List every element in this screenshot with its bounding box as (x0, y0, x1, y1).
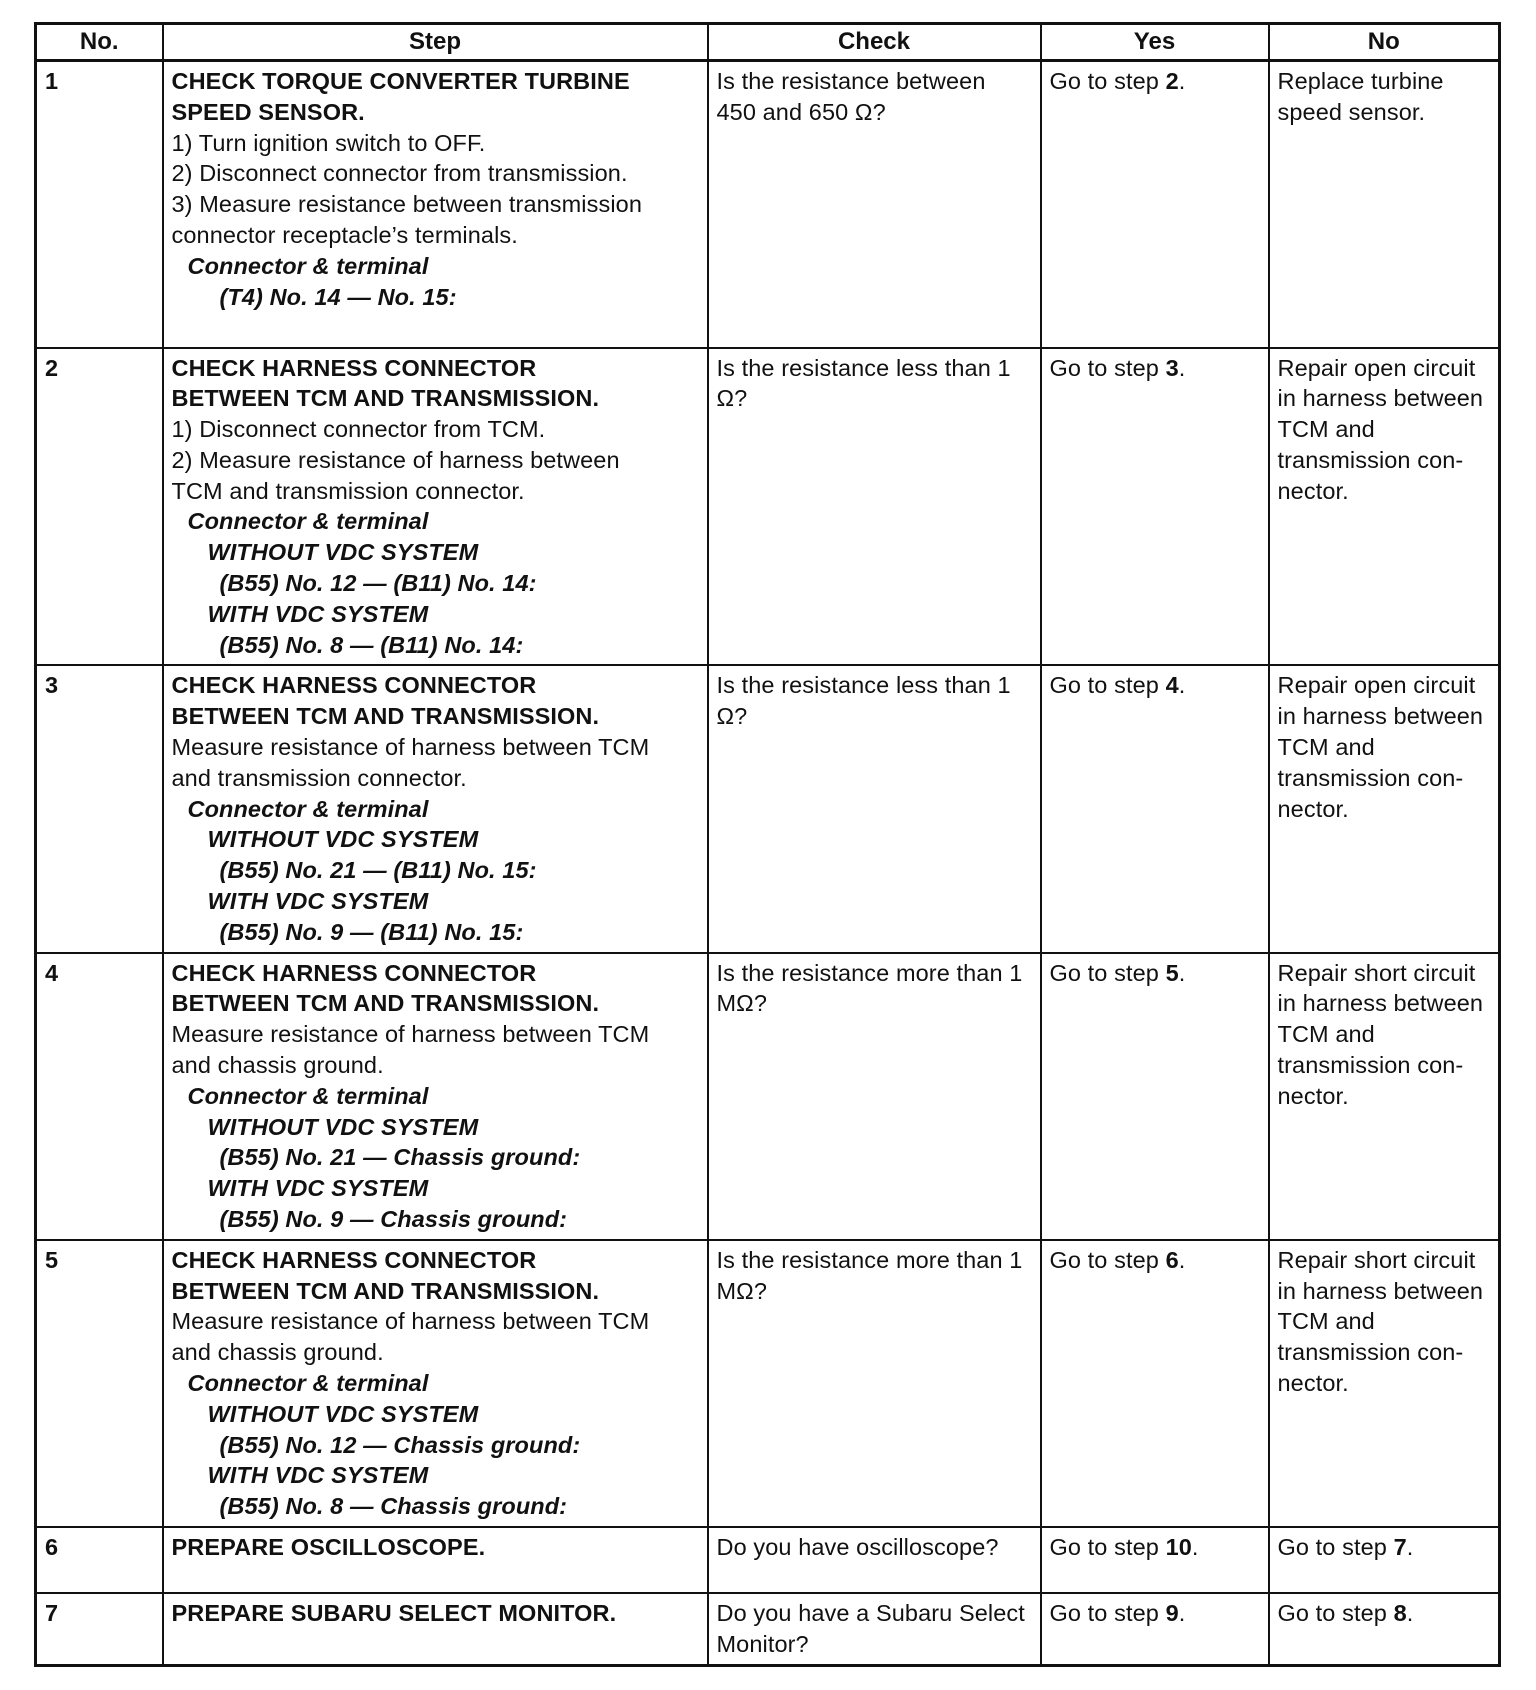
step-title-line: SPEED SENSOR. (171, 98, 365, 125)
yes-cell (1041, 953, 1269, 1240)
no-step-ref: 7 (1393, 1533, 1407, 1560)
check-cell: Is the resistance between 450 and 650 Ω? (708, 61, 1041, 348)
with-vdc-label: WITH VDC SYSTEM (207, 1462, 429, 1489)
step-number: 6 (36, 1527, 163, 1593)
connector-pair: (B55) No. 12 — (B11) No. 14: (219, 570, 537, 597)
yes-step-ref: 4 (1165, 672, 1179, 699)
step-number: 4 (36, 953, 163, 1240)
yes-cell (1041, 1593, 1269, 1665)
yes-suffix: . (1178, 959, 1186, 986)
no-suffix: . (1406, 1599, 1414, 1626)
no-cell: Repair open circuit in harness between TCM and transmission connector. (1269, 665, 1500, 952)
step-title-line: BETWEEN TCM AND TRANSMISSION. (171, 385, 600, 412)
connector-pair: (B55) No. 21 — Chassis ground: (219, 1144, 581, 1171)
step-title-line: CHECK HARNESS CONNECTOR (171, 1246, 537, 1273)
header-row (36, 24, 1500, 61)
instruction-line: 2) Disconnect connector from transmission. (171, 160, 628, 187)
yes-cell (1041, 348, 1269, 666)
instruction-line: 3) Measure resistance between transmission (171, 191, 642, 218)
step-number: 1 (36, 61, 163, 348)
yes-cell (1041, 1527, 1269, 1593)
step-title-line: CHECK HARNESS CONNECTOR (171, 672, 537, 699)
table-row (36, 61, 1500, 348)
no-cell: Repair short circuit in harness between TCM and transmission connector. (1269, 1240, 1500, 1527)
yes-prefix: Go to step (1049, 672, 1166, 699)
connector-pair: (T4) No. 14 — No. 15: (219, 283, 457, 310)
step-title-line: BETWEEN TCM AND TRANSMISSION. (171, 990, 600, 1017)
check-cell: Do you have oscilloscope? (708, 1527, 1041, 1593)
no-prefix: Go to step (1277, 1533, 1394, 1560)
step-cell (163, 665, 708, 952)
no-cell: Repair open circuit in harness between TCM and transmission connector. (1269, 348, 1500, 666)
yes-step-ref: 10 (1165, 1533, 1192, 1560)
header-no: No. (36, 24, 163, 61)
table-row (36, 348, 1500, 666)
no-cell: Replace turbine speed sensor. (1269, 61, 1500, 348)
instruction-line: and chassis ground. (171, 1052, 384, 1079)
with-vdc-label: WITH VDC SYSTEM (207, 1175, 429, 1202)
yes-prefix: Go to step (1049, 68, 1166, 94)
check-cell: Is the resistance less than 1 Ω? (708, 665, 1041, 952)
step-number: 2 (36, 348, 163, 666)
connector-pair: (B55) No. 12 — Chassis ground: (219, 1431, 581, 1458)
step-number: 3 (36, 665, 163, 952)
no-step-ref: 8 (1393, 1599, 1407, 1626)
yes-step-ref: 5 (1165, 959, 1179, 986)
no-prefix: Go to step (1277, 1599, 1394, 1626)
connector-label: Connector & terminal (187, 1370, 429, 1396)
step-title-line: BETWEEN TCM AND TRANSMISSION. (171, 703, 600, 730)
step-cell (163, 61, 708, 348)
yes-cell (1041, 61, 1269, 348)
instruction-line: 2) Measure resistance of harness between (171, 446, 620, 473)
yes-prefix: Go to step (1049, 1533, 1166, 1560)
yes-suffix: . (1178, 68, 1186, 94)
table-row (36, 1527, 1500, 1593)
check-cell: Is the resistance less than 1 Ω? (708, 348, 1041, 666)
step-cell (163, 1527, 708, 1593)
no-cell (1269, 1527, 1500, 1593)
yes-step-ref: 3 (1165, 354, 1179, 381)
check-cell: Is the resistance more than 1 MΩ? (708, 1240, 1041, 1527)
yes-cell (1041, 1240, 1269, 1527)
header-check: Check (708, 24, 1041, 61)
connector-pair: (B55) No. 21 — (B11) No. 15: (219, 857, 537, 884)
header-yes: Yes (1041, 24, 1269, 61)
yes-prefix: Go to step (1049, 1599, 1166, 1626)
step-cell (163, 1593, 708, 1665)
instruction-line: 1) Disconnect connector from TCM. (171, 416, 546, 443)
connector-pair: (B55) No. 9 — Chassis ground: (219, 1206, 568, 1233)
connector-label: Connector & terminal (187, 795, 429, 822)
instruction-line: Measure resistance of harness between TCM (171, 1021, 650, 1048)
check-cell: Do you have a Subaru Select Monitor? (708, 1593, 1041, 1665)
yes-step-ref: 9 (1165, 1599, 1179, 1626)
connector-label: Connector & terminal (187, 252, 429, 279)
instruction-line: TCM and transmission connector. (171, 477, 525, 504)
yes-step-ref: 6 (1165, 1246, 1179, 1273)
step-cell (163, 348, 708, 666)
table-row (36, 665, 1500, 952)
without-vdc-label: WITHOUT VDC SYSTEM (207, 539, 479, 566)
without-vdc-label: WITHOUT VDC SYSTEM (207, 1400, 479, 1427)
yes-step-ref: 2 (1165, 68, 1179, 94)
yes-suffix: . (1178, 1246, 1186, 1273)
connector-pair: (B55) No. 9 — (B11) No. 15: (219, 918, 524, 945)
instruction-line: 1) Turn ignition switch to OFF. (171, 129, 486, 156)
table-row (36, 953, 1500, 1240)
instruction-line: connector receptacle’s terminals. (171, 221, 518, 248)
connector-label: Connector & terminal (187, 1082, 429, 1109)
with-vdc-label: WITH VDC SYSTEM (207, 600, 429, 627)
check-cell: Is the resistance more than 1 MΩ? (708, 953, 1041, 1240)
header-no-result: No (1269, 24, 1500, 61)
step-cell (163, 1240, 708, 1527)
instruction-line: and chassis ground. (171, 1339, 384, 1366)
instruction-line: Measure resistance of harness between TCM (171, 734, 650, 761)
yes-prefix: Go to step (1049, 959, 1166, 986)
no-suffix: . (1406, 1533, 1414, 1560)
without-vdc-label: WITHOUT VDC SYSTEM (207, 1113, 479, 1140)
step-number: 5 (36, 1240, 163, 1527)
step-title-line: CHECK HARNESS CONNECTOR (171, 959, 537, 986)
step-title-line: BETWEEN TCM AND TRANSMISSION. (171, 1277, 600, 1304)
connector-label: Connector & terminal (187, 508, 429, 535)
no-cell (1269, 1593, 1500, 1665)
step-title-line: CHECK HARNESS CONNECTOR (171, 354, 537, 381)
yes-suffix: . (1178, 672, 1186, 699)
yes-prefix: Go to step (1049, 1246, 1166, 1273)
table-row (36, 1593, 1500, 1665)
with-vdc-label: WITH VDC SYSTEM (207, 888, 429, 915)
connector-pair: (B55) No. 8 — (B11) No. 14: (219, 631, 524, 658)
step-title-line: CHECK TORQUE CONVERTER TURBINE (171, 68, 630, 94)
step-cell (163, 953, 708, 1240)
yes-suffix: . (1191, 1533, 1199, 1560)
without-vdc-label: WITHOUT VDC SYSTEM (207, 826, 479, 853)
diagnostic-procedure-table (34, 22, 1501, 1667)
header-step: Step (163, 24, 708, 61)
yes-suffix: . (1178, 354, 1186, 381)
yes-prefix: Go to step (1049, 354, 1166, 381)
step-title-line: PREPARE SUBARU SELECT MONITOR. (171, 1599, 617, 1626)
step-number: 7 (36, 1593, 163, 1665)
instruction-line: Measure resistance of harness between TCM (171, 1308, 650, 1335)
connector-pair: (B55) No. 8 — Chassis ground: (219, 1493, 568, 1520)
yes-suffix: . (1178, 1599, 1186, 1626)
table-row (36, 1240, 1500, 1527)
instruction-line: and transmission connector. (171, 764, 467, 791)
no-cell: Repair short circuit in harness between TCM and transmission connector. (1269, 953, 1500, 1240)
step-title-line: PREPARE OSCILLOSCOPE. (171, 1533, 486, 1560)
yes-cell (1041, 665, 1269, 952)
